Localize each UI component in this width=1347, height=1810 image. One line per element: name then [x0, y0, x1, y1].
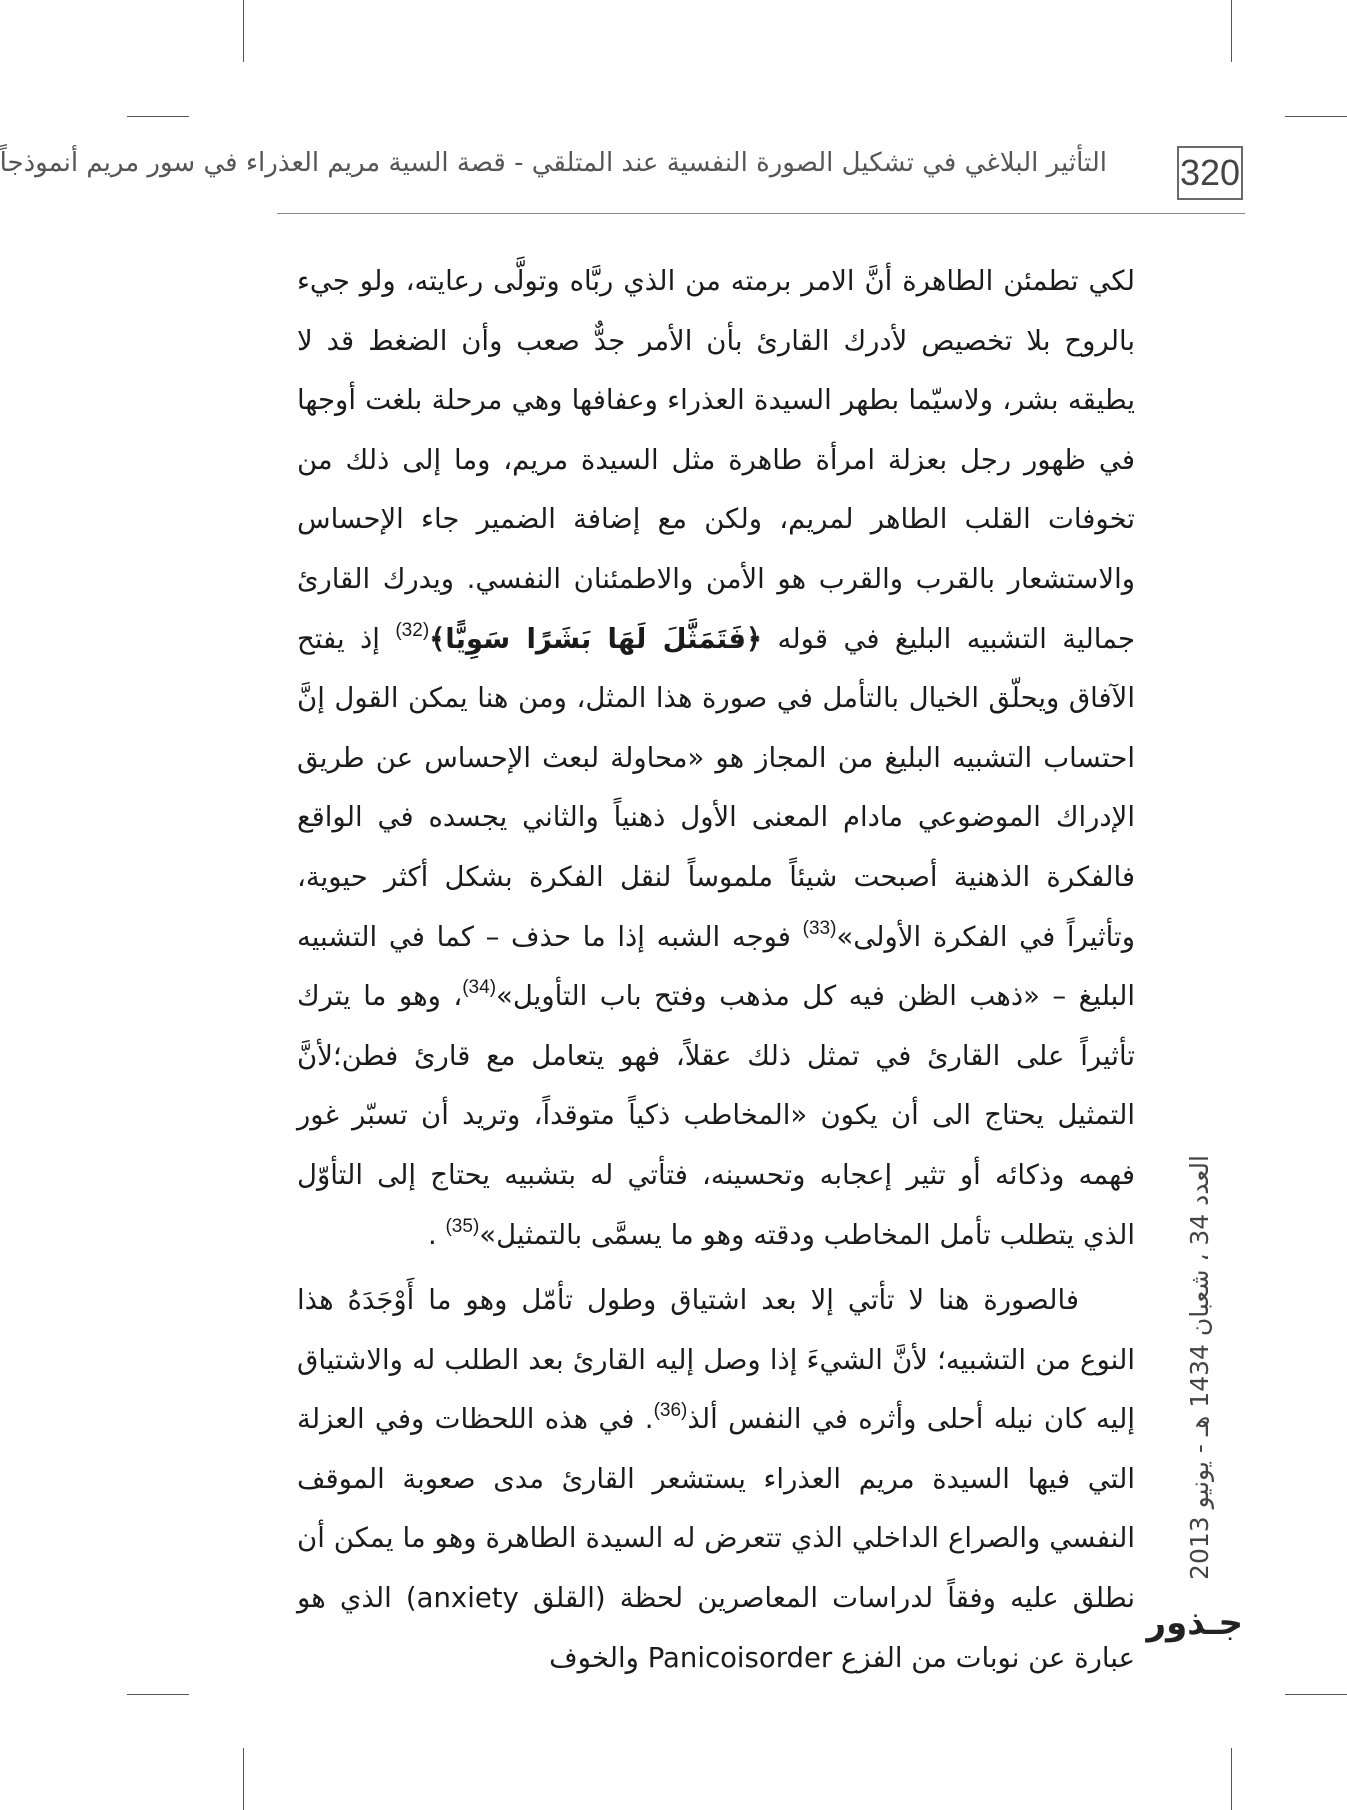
paragraph-1 — [297, 252, 1135, 1265]
crop-mark-top-left-vertical — [243, 0, 244, 62]
paragraph-1-text-e: . — [427, 1218, 446, 1251]
footnote-ref-36: (36) — [653, 1400, 688, 1422]
crop-mark-bottom-right-vertical — [1231, 1748, 1232, 1810]
page-number: 320 — [1177, 146, 1243, 200]
article-body — [297, 252, 1135, 1688]
header-divider — [277, 213, 1245, 214]
crop-mark-top-right-horizontal — [1285, 116, 1347, 117]
crop-mark-bottom-right-horizontal — [1285, 1694, 1347, 1695]
paragraph-1-text-a: لكي تطمئن الطاهرة أنَّ الامر برمته من الذي ربَّاه وتولَّى رعايته، ولو جيء بالروح بلا تخصيص لأدرك القارئ بأن الأمر جدٌّ صعب وأن الضغط قد لا يطيقه بشر، ولاسيّما بطهر السيدة العذراء وعفافها وهي مرحلة بلغت أوجها في ظهور رجل بعزلة امرأة طاهرة مثل السيدة مريم، وما إلى ذلك من تخوفات القلب الطاهر لمريم، ولكن مع إضافة الضمير جاء الإحساس والاستشعار بالقرب والقرب هو الأمن والاطمئنان النفسي. ويدرك القارئ جمالية التشبيه البليغ في قوله — [297, 265, 1136, 655]
crop-mark-top-right-vertical — [1231, 0, 1232, 62]
journal-logo: جـذور — [1146, 1603, 1243, 1643]
paragraph-1-text-d: ، وهو ما يترك تأثيراً على القارئ في تمثل ذلك عقلاً، فهو يتعامل مع قارئ فطن؛لأنَّ التمثيل يحتاج الى أن يكون «المخاطب ذكياً متوقداً، وتريد أن تسبّر غور فهمه وذكائه أو تثير إعجابه وتحسينه، فتأتي له بتشبيه يحتاج إلى التأوّل الذي يتطلب تأمل المخاطب ودقته وهو ما يسمَّى بالتمثيل» — [297, 980, 1135, 1251]
issue-info: العدد 34 ، شعبان 1434 هـ - يونيو 2013 — [1185, 1155, 1214, 1580]
running-title: التأثير البلاغي في تشكيل الصورة النفسية عند المتلقي - قصة السية مريم العذراء في سور مريم أنموذجاً — [0, 148, 1107, 178]
footnote-ref-34: (34) — [462, 977, 497, 999]
crop-mark-bottom-left-horizontal — [127, 1694, 189, 1695]
paragraph-2 — [297, 1271, 1135, 1688]
paragraph-1-text-b: إذ يفتح الآفاق ويحلّق الخيال بالتأمل في صورة هذا المثل، ومن هنا يمكن القول إنَّ احتساب التشبيه البليغ من المجاز هو «محاولة لبعث الإحساس عن طريق الإدراك الموضوعي مادام المعنى الأول ذهنياً والثاني يجسده في الواقع فالفكرة الذهنية أصبحت شيئاً ملموساً لنقل الفكرة بشكل أكثر حيوية، وتأثيراً في الفكرة الأولى» — [297, 622, 1135, 953]
paragraph-2-text-a: فالصورة هنا لا تأتي إلا بعد اشتياق وطول تأمّل وهو ما أَوْجَدَهُ هذا النوع من التشبيه؛ لأنَّ الشيءَ إذا وصل إليه القارئ بعد الطلب له والاشتياق إليه كان نيله أحلى وأثره في النفس ألذ — [297, 1284, 1135, 1436]
crop-mark-top-left-horizontal — [127, 116, 189, 117]
footnote-ref-35: (35) — [445, 1215, 480, 1237]
paragraph-2-text-b: . في هذه اللحظات وفي العزلة التي فيها السيدة مريم العذراء يستشعر القارئ مدى صعوبة الموقف النفسي والصراع الداخلي الذي تتعرض له السيدة الطاهرة وهو ما يمكن أن نطلق عليه وفقاً لدراسات المعاصرين لحظة (القلق anxiety) الذي هو عبارة عن نوبات من الفزع Panicoisorder والخوف — [297, 1403, 1136, 1674]
crop-mark-bottom-left-vertical — [243, 1748, 244, 1810]
footnote-ref-32: (32) — [395, 619, 430, 641]
paragraph-1-text-c: فوجه الشبه إذا ما حذف – كما في التشبيه البليغ – «ذهب الظن فيه كل مذهب وفتح باب التأويل» — [297, 920, 1135, 1013]
quran-verse: ﴿فَتَمَثَّلَ لَهَا بَشَرًا سَوِيًّا﴾ — [429, 622, 763, 655]
footnote-ref-33: (33) — [802, 917, 837, 939]
